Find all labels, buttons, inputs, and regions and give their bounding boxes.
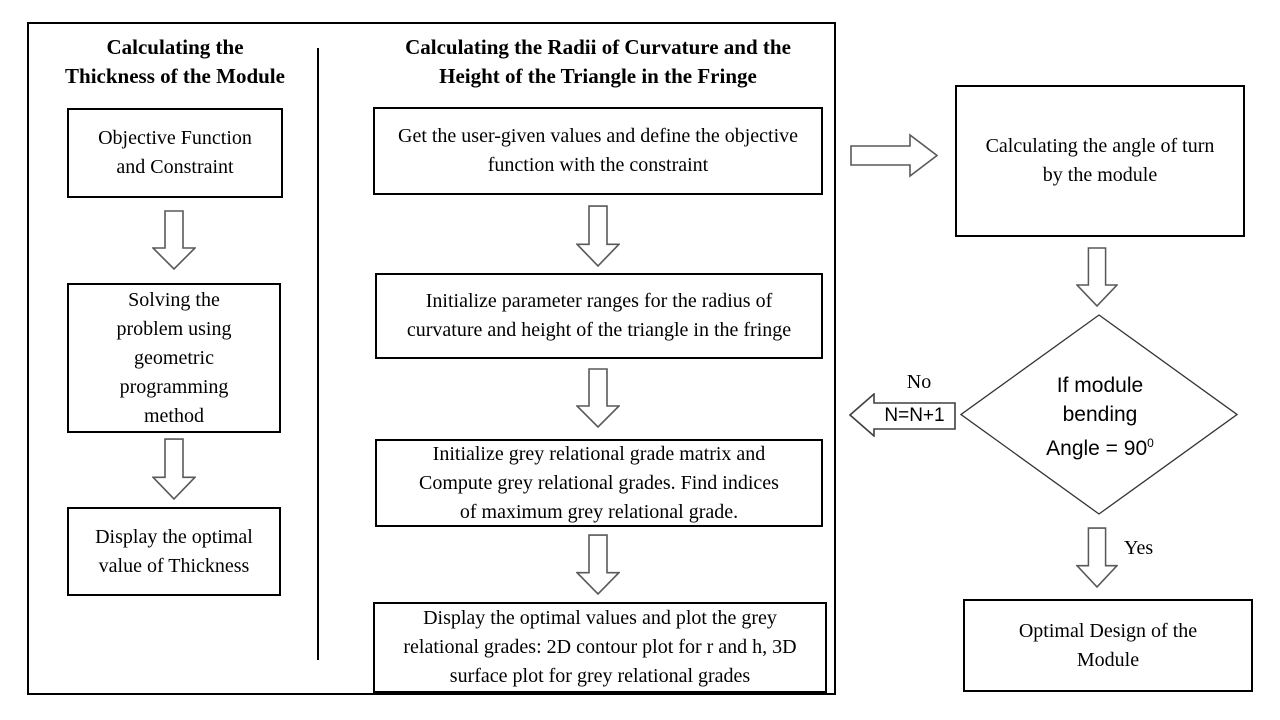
down-arrow-icon [576, 534, 620, 595]
decision-line1: If module [1056, 374, 1144, 397]
decision-text [1000, 371, 1200, 463]
step-text: Objective Function and Constraint [98, 127, 252, 178]
down-arrow-icon [152, 210, 196, 270]
step-box-angle-of-turn [955, 85, 1245, 237]
step-box-optimal-design [963, 599, 1253, 692]
step-box-display-plots [373, 602, 827, 693]
step-text: Display the optimal values and plot the grey relational grades: 2D contour plot for r and h, 3D surface plot for grey relational grades [403, 607, 797, 687]
column-divider-line [317, 48, 319, 660]
down-arrow-icon [1076, 527, 1118, 588]
middle-column-title-line2: Height of the Triangle in the Fringe [439, 64, 757, 88]
step-box-user-values [373, 107, 823, 195]
step-text: Initialize parameter ranges for the radius of curvature and height of the triangle in the fringe [406, 290, 792, 341]
yes-branch-label: Yes [1124, 537, 1154, 559]
step-box-display-thickness [67, 507, 281, 596]
decision-line2: bending [1062, 403, 1138, 426]
loop-increment-label: N=N+1 [884, 405, 945, 426]
step-text: Display the optimal value of Thickness [95, 525, 253, 577]
left-column-title-line1: Calculating the [106, 35, 244, 59]
left-column-title-line2: Thickness of the Module [65, 64, 285, 88]
step-text: Initialize grey relational grade matrix and Compute grey relational grades. Find indices of maximum grey relational grade. [419, 442, 779, 523]
step-box-grey-relational-matrix [375, 439, 823, 527]
no-branch-label: No [906, 371, 932, 393]
step-text: Calculating the angle of turn by the module [985, 135, 1215, 186]
step-text: Solving the problem using geometric programming method [116, 288, 232, 427]
down-arrow-icon [576, 205, 620, 267]
step-text: Get the user-given values and define the objective function with the constraint [398, 125, 798, 176]
step-box-geometric-programming [67, 283, 281, 433]
down-arrow-icon [1076, 247, 1118, 307]
down-arrow-icon [576, 368, 620, 428]
left-column-title [40, 33, 310, 91]
right-arrow-icon [850, 133, 938, 178]
middle-column-title [378, 33, 818, 91]
step-text: Optimal Design of the Module [1018, 619, 1198, 671]
middle-column-title-line1: Calculating the Radii of Curvature and the [405, 35, 791, 59]
decision-line3: Angle = $90^0$ [1046, 436, 1154, 460]
degree-superscript: 0 [1147, 436, 1154, 450]
down-arrow-icon [152, 438, 196, 500]
step-box-parameter-ranges [375, 273, 823, 359]
step-box-objective-function [67, 108, 283, 198]
